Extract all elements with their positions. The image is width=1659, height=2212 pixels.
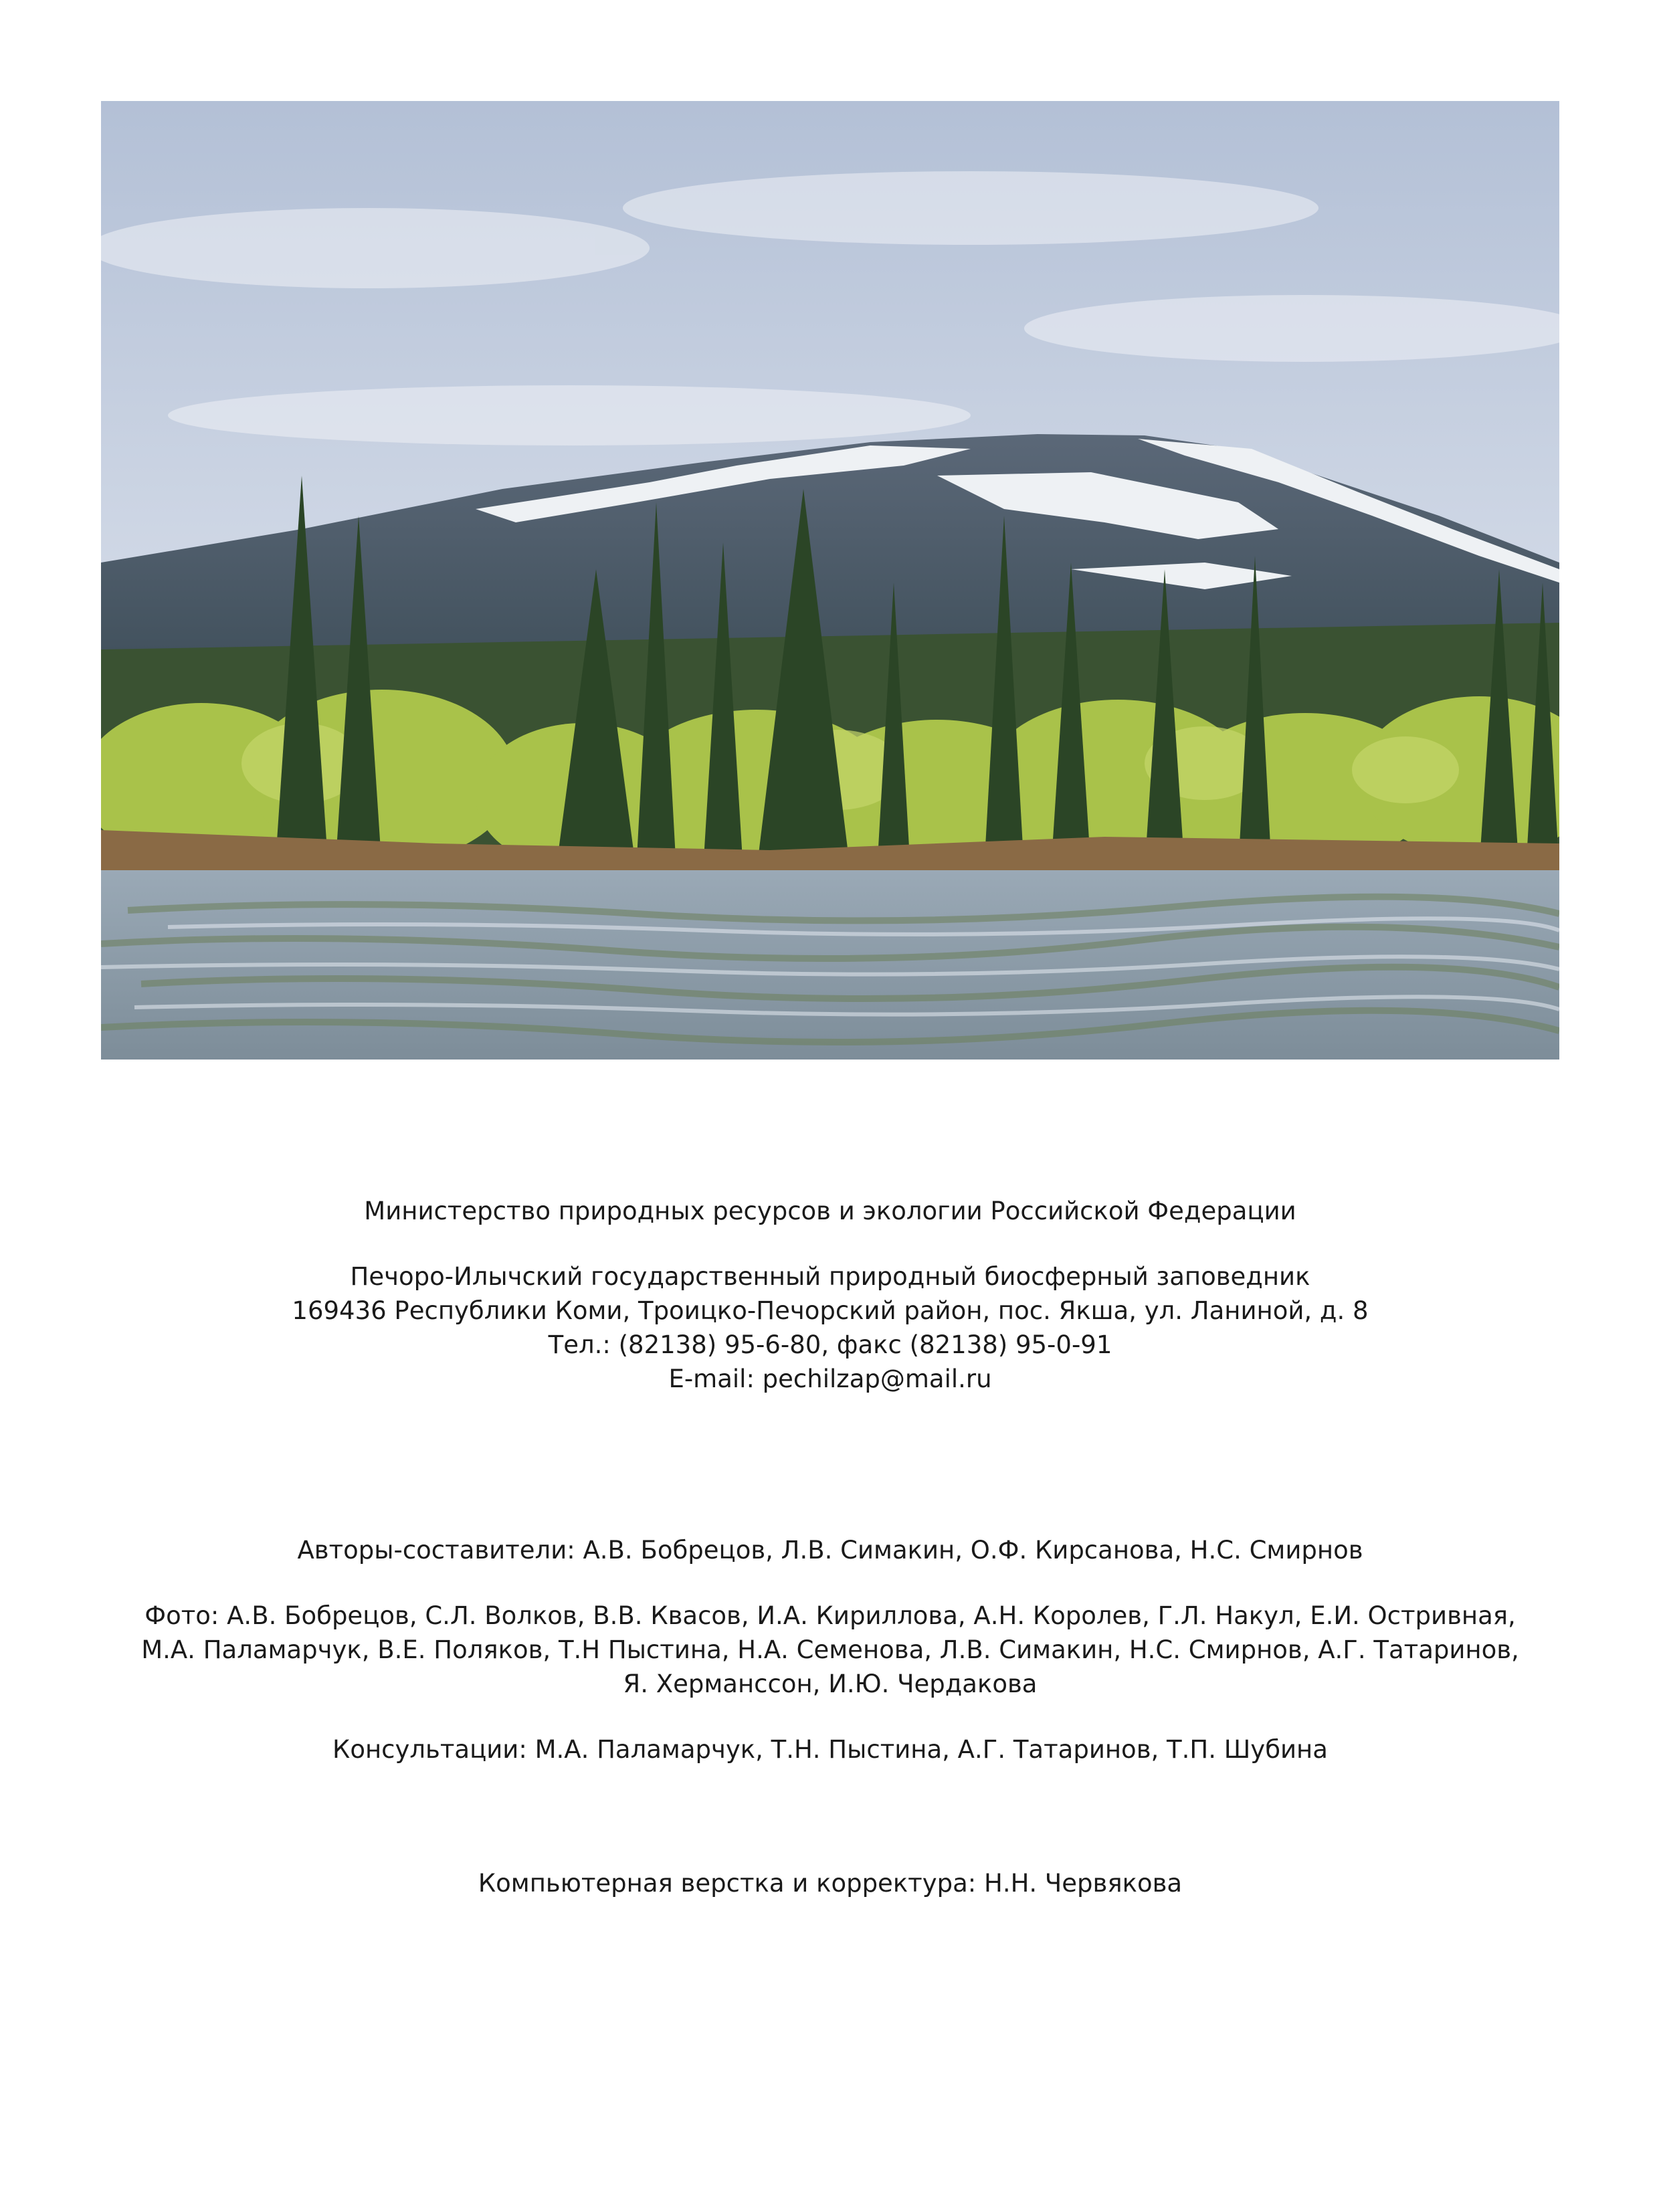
authors-section [101, 1533, 1559, 1567]
ministry-section [101, 1194, 1559, 1228]
reserve-email: E-mail: pechilzap@mail.ru [668, 1365, 992, 1393]
authors-line: Авторы-составители: А.В. Бобрецов, Л.В. Симакин, О.Ф. Кирсанова, Н.С. Смирнов [297, 1536, 1363, 1565]
layout-credit-line: Компьютерная верстка и корректура: Н.Н. Червякова [478, 1869, 1183, 1898]
consultations-line: Консультации: М.А. Паламарчук, Т.Н. Пыстина, А.Г. Татаринов, Т.П. Шубина [332, 1735, 1328, 1764]
reserve-address: 169436 Республики Коми, Троицко-Печорский район, пос. Якша, ул. Ланиной, д. 8 [292, 1296, 1369, 1325]
ministry-name: Министерство природных ресурсов и экологии Российской Федерации [364, 1197, 1296, 1225]
photo-credits-line-3: Я. Херманссон, И.Ю. Чердакова [623, 1670, 1038, 1698]
photo-credits-line-1: Фото: А.В. Бобрецов, С.Л. Волков, В.В. Квасов, И.А. Кириллова, А.Н. Королев, Г.Л. Накул, Е.И. Остривная, [144, 1601, 1516, 1630]
reserve-section [101, 1260, 1559, 1396]
layout-credit-section [101, 1866, 1559, 1900]
landscape-illustration [101, 101, 1559, 1060]
reserve-phone: Тел.: (82138) 95-6-80, факс (82138) 95-0-91 [548, 1330, 1112, 1359]
cover-photo [101, 101, 1559, 1060]
photo-credits-line-2: М.А. Паламарчук, В.Е. Поляков, Т.Н Пыстина, Н.А. Семенова, Л.В. Симакин, Н.С. Смирнов, А.Г. Татаринов, [141, 1635, 1519, 1664]
reserve-name: Печоро-Илычский государственный природный биосферный заповедник [350, 1262, 1310, 1291]
photo-credits-section [101, 1599, 1559, 1701]
consultations-section [101, 1732, 1559, 1767]
